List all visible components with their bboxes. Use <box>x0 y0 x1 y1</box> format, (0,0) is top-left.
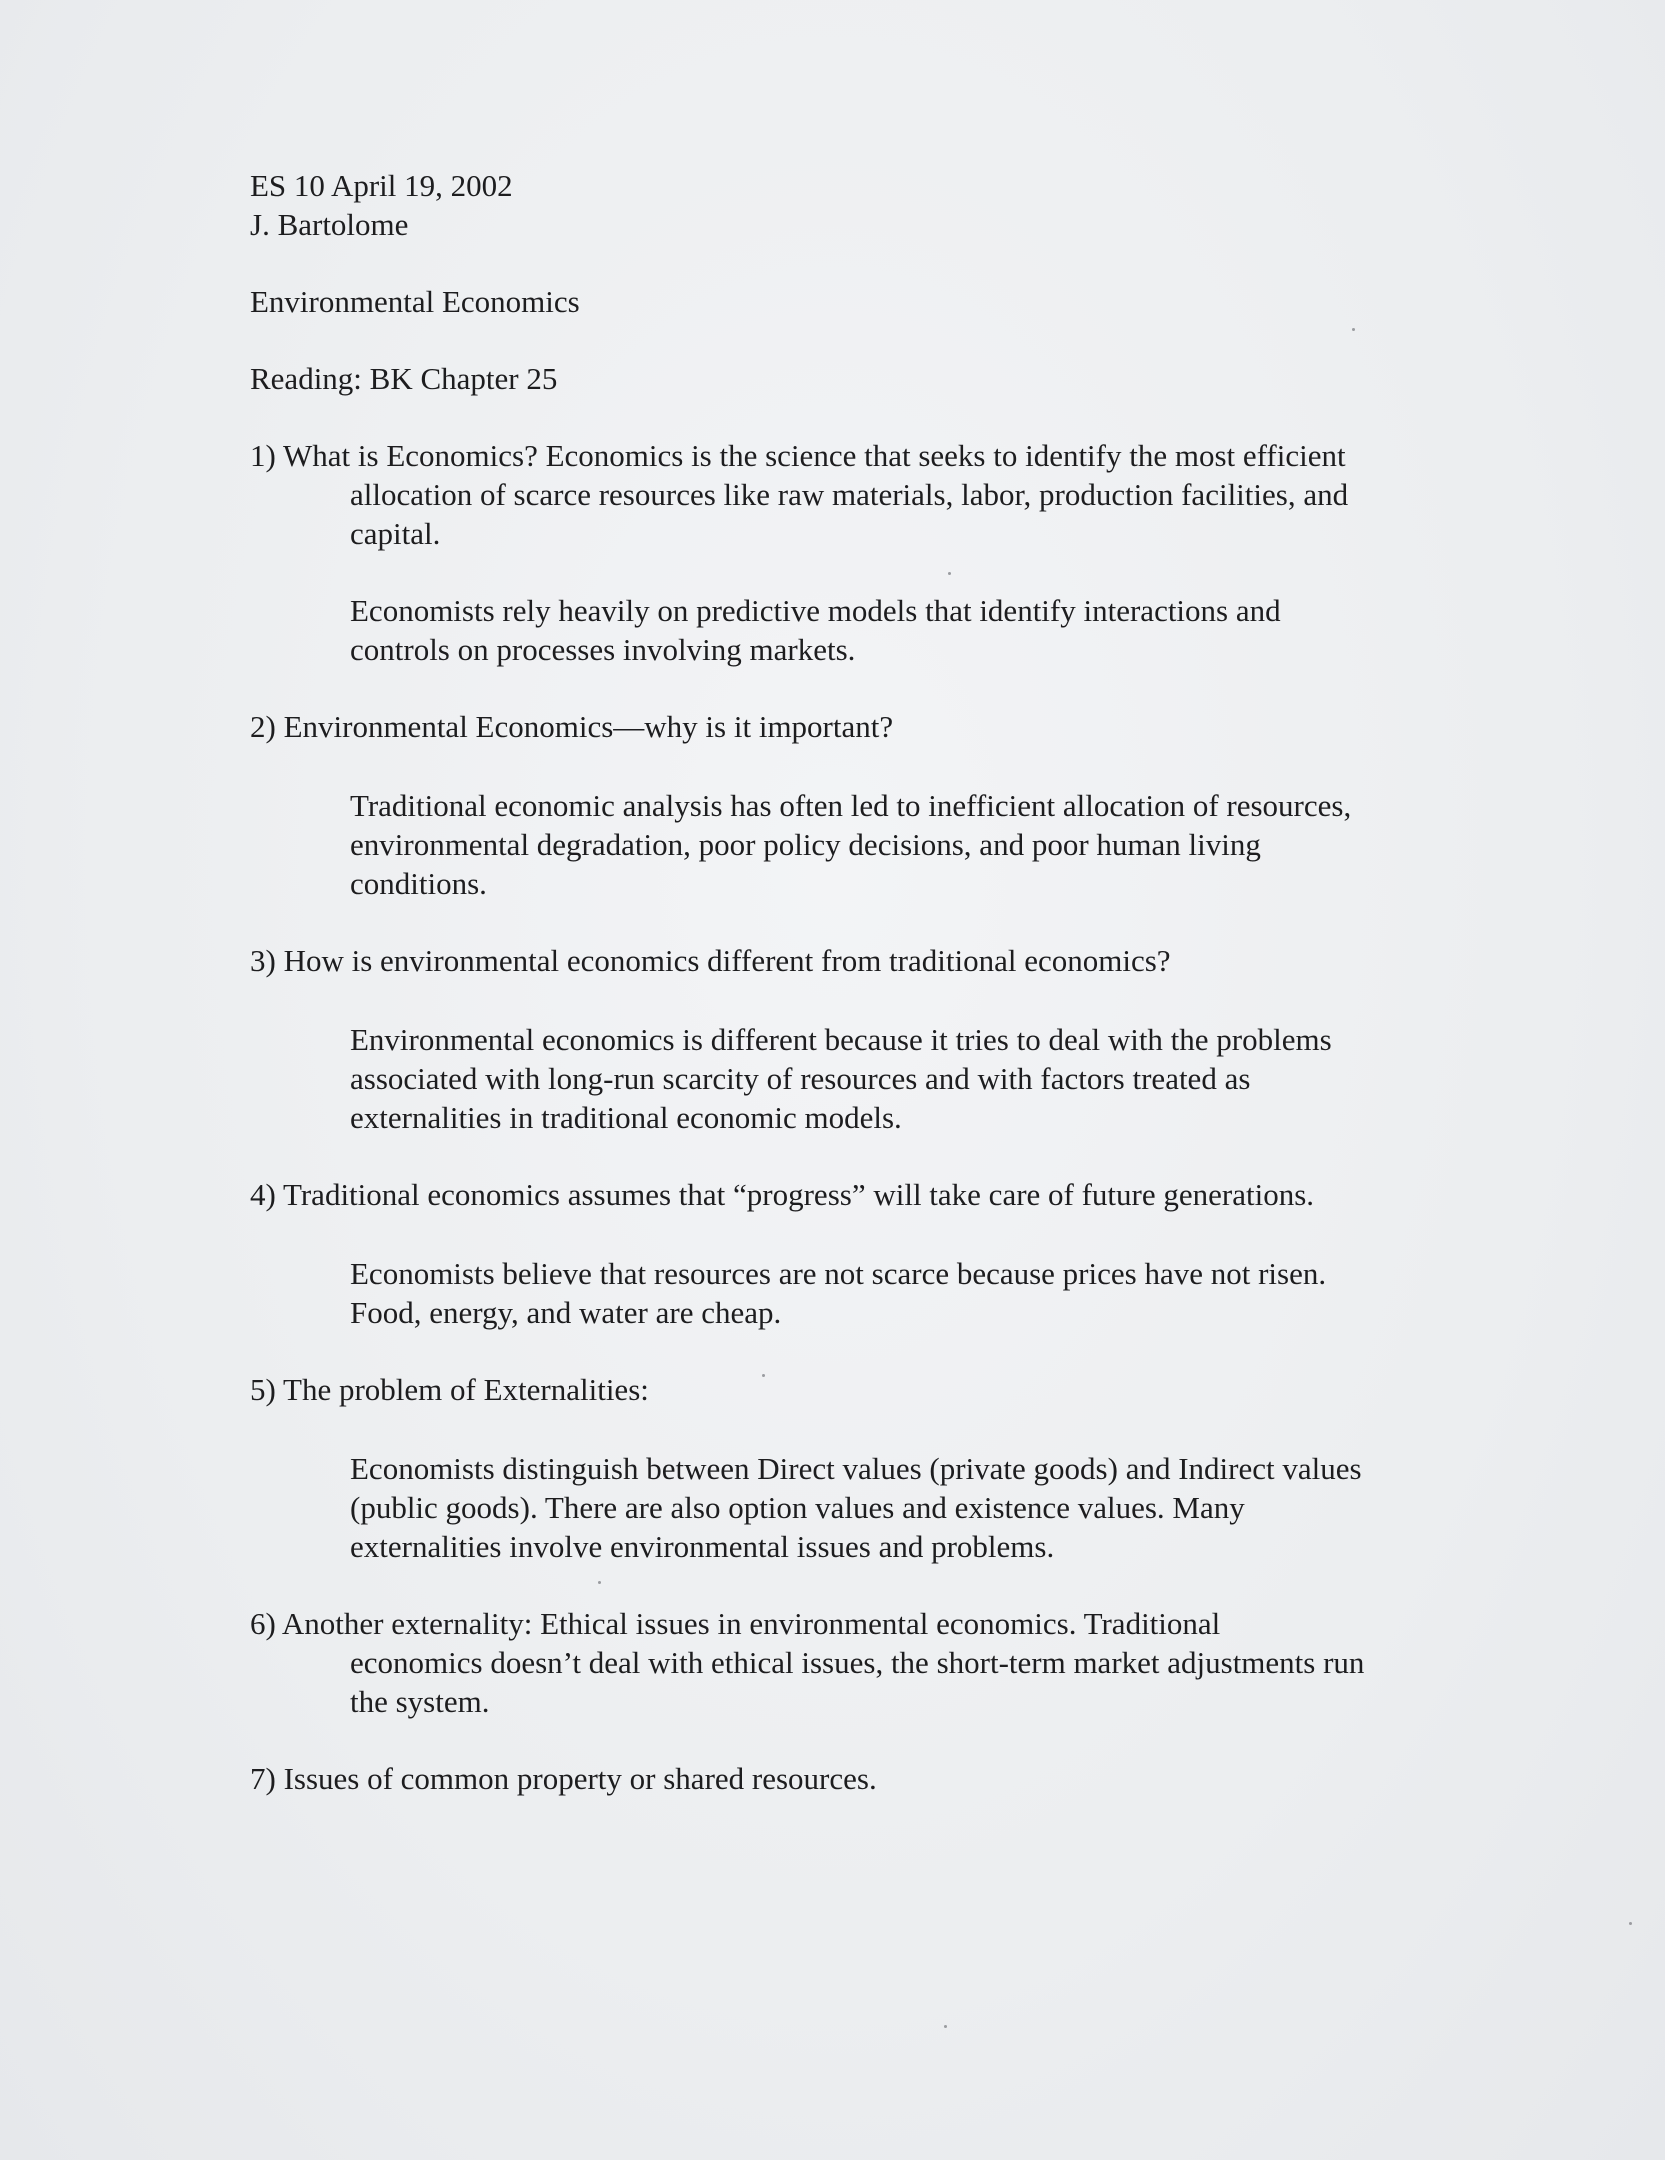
section-5-body-line: externalities involve environmental issues and problems. <box>350 1529 1055 1564</box>
section-1-body-line: controls on processes involving markets. <box>350 632 856 667</box>
section-5-body-line: Economists distinguish between Direct values (private goods) and Indirect values <box>350 1451 1362 1486</box>
section-4 <box>250 1175 1480 1332</box>
section-2 <box>250 707 1480 903</box>
section-1 <box>250 436 1480 669</box>
section-4-heading: 4) Traditional economics assumes that “progress” will take care of future generations. <box>250 1177 1315 1212</box>
author-line: J. Bartolome <box>250 207 409 242</box>
section-3-body-line: externalities in traditional economic models. <box>350 1100 902 1135</box>
section-5-body-line: (public goods). There are also option values and existence values. Many <box>350 1490 1245 1525</box>
document-content <box>250 166 1480 1798</box>
section-1-body <box>250 591 1480 669</box>
section-2-body-line: environmental degradation, poor policy decisions, and poor human living <box>350 827 1261 862</box>
section-6-heading: 6) Another externality: Ethical issues in environmental economics. Traditional <box>250 1606 1221 1641</box>
section-4-body <box>250 1254 1480 1332</box>
section-2-body-line: conditions. <box>350 866 487 901</box>
section-6 <box>250 1604 1480 1721</box>
scan-speck <box>598 1581 601 1584</box>
section-4-body-line: Food, energy, and water are cheap. <box>350 1295 782 1330</box>
section-1-continuation-line: allocation of scarce resources like raw materials, labor, production facilities, and <box>350 477 1349 512</box>
section-3 <box>250 941 1480 1137</box>
section-7 <box>250 1759 1480 1798</box>
section-3-body-line: associated with long-run scarcity of resources and with factors treated as <box>350 1061 1251 1096</box>
section-5-body <box>250 1449 1480 1566</box>
section-2-heading: 2) Environmental Economics—why is it important? <box>250 709 894 744</box>
scan-speck <box>1352 328 1355 331</box>
section-6-continuation <box>250 1643 1480 1721</box>
section-7-heading: 7) Issues of common property or shared resources. <box>250 1761 877 1796</box>
scan-speck <box>762 1374 765 1377</box>
reading-line: Reading: BK Chapter 25 <box>250 361 558 396</box>
section-3-heading: 3) How is environmental economics different from traditional economics? <box>250 943 1171 978</box>
section-5-heading: 5) The problem of Externalities: <box>250 1372 649 1407</box>
section-1-body-line: Economists rely heavily on predictive models that identify interactions and <box>350 593 1281 628</box>
section-6-continuation-line: economics doesn’t deal with ethical issues, the short-term market adjustments run <box>350 1645 1365 1680</box>
section-1-continuation-line: capital. <box>350 516 441 551</box>
section-4-body-line: Economists believe that resources are not scarce because prices have not risen. <box>350 1256 1327 1291</box>
course-date-line: ES 10 April 19, 2002 <box>250 168 513 203</box>
scan-speck <box>944 2025 947 2028</box>
section-1-heading: 1) What is Economics? Economics is the science that seeks to identify the most efficient <box>250 438 1346 473</box>
section-3-body-line: Environmental economics is different because it tries to deal with the problems <box>350 1022 1332 1057</box>
scan-speck <box>1629 1922 1632 1925</box>
section-5 <box>250 1370 1480 1566</box>
section-2-body <box>250 786 1480 903</box>
section-1-continuation <box>250 475 1480 553</box>
section-2-body-line: Traditional economic analysis has often led to inefficient allocation of resources, <box>350 788 1352 823</box>
scan-speck <box>948 572 951 575</box>
section-6-continuation-line: the system. <box>350 1684 490 1719</box>
document-title: Environmental Economics <box>250 284 580 319</box>
section-3-body <box>250 1020 1480 1137</box>
